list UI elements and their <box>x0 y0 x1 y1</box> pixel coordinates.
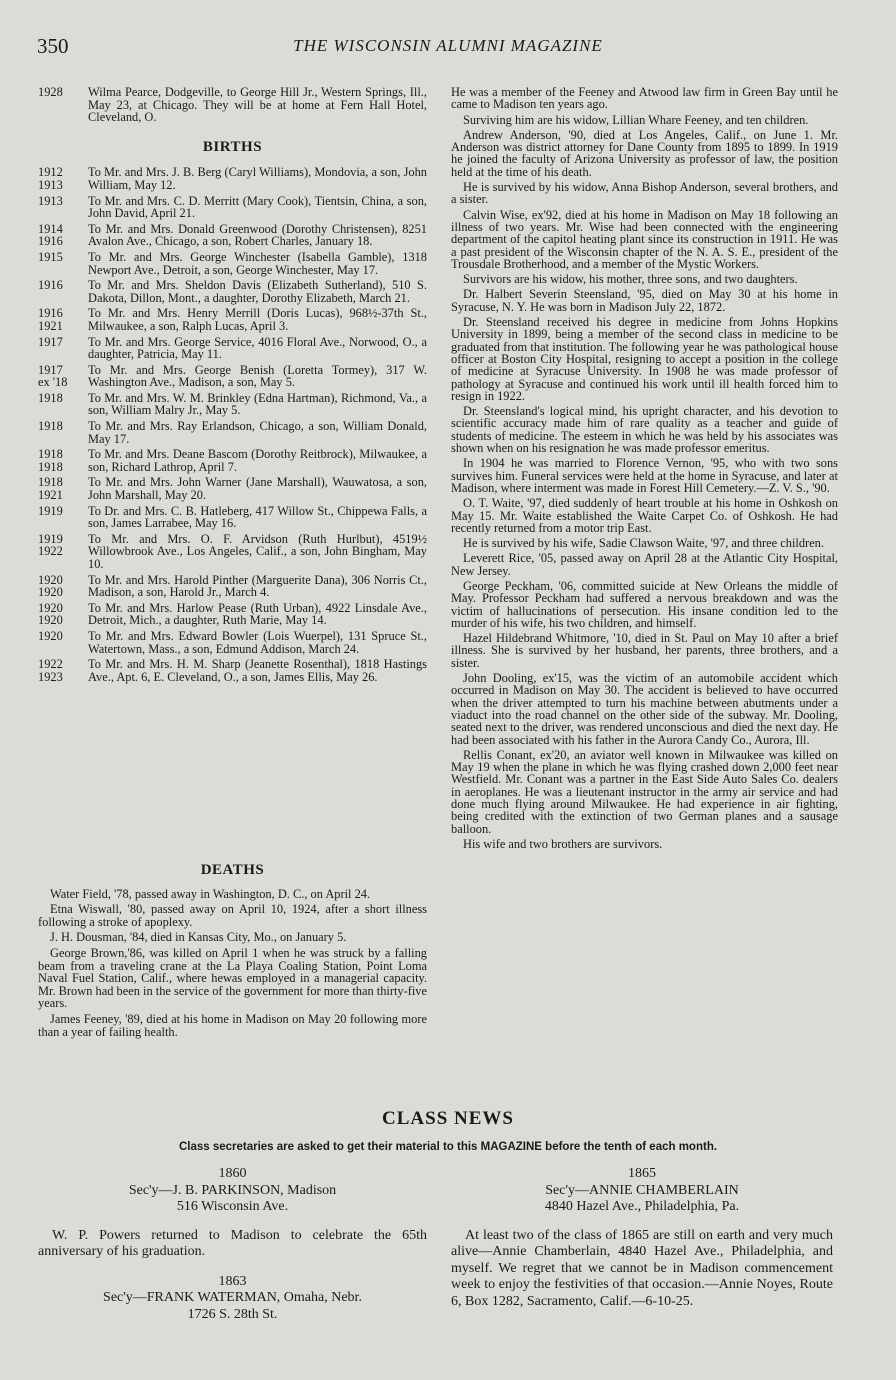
entry-years: 1916 <box>38 278 63 293</box>
entry-years: 1928 <box>38 85 63 99</box>
death-notice: J. H. Dousman, '84, died in Kansas City, Mo., on January 5. <box>50 930 347 945</box>
obituary-paragraph: George Peckham, '06, committed suicide at New Orleans the middle of May. Professor Peckham had suffered a nervous breakdown and was the victim of hallucinations of persecution. His insane condition led to the murder of his wife, his two children, and himself. <box>451 578 838 630</box>
obituary-paragraph: Calvin Wise, ex'92, died at his home in Madison on May 18 following an illness of two years. Mr. Wise had been connected with the engineering department of the capitol heating plant since its construction in 1911. He was a past president of the Wisconsin chapter of the N. A. S. E., president of the Trousdale Brotherhood, and a member of the Mystic Workers. <box>451 207 838 271</box>
entry-text: Wilma Pearce, Dodgeville, to George Hill Jr., Western Springs, Ill., May 23, at Chicago. They will be at home at Fern Hall Hotel, Cleveland, O. <box>88 85 427 125</box>
births-heading: BIRTHS <box>202 138 263 155</box>
entry-years: 1918 1918 <box>38 447 63 474</box>
class-news-right <box>451 1166 833 1310</box>
obituary-paragraph: In 1904 he was married to Florence Vernon, '95, who with two sons survives him. Funeral services were held at the home in Syracuse, and later at Madison, where interment was made in Forest Hill Cemetery.—Z. V. S., '90. <box>451 456 838 495</box>
entry-years: 1918 <box>38 419 63 434</box>
class-1863-secretary: Sec'y—FRANK WATERMAN, Omaha, Nebr. <box>103 1290 362 1305</box>
page-number: 350 <box>37 34 69 58</box>
class-1863-address: 1726 S. 28th St. <box>187 1306 278 1322</box>
obituary-paragraph: Dr. Steensland received his degree in medicine from Johns Hopkins University in 1899, being a member of the second class in medicine to be graduated from that institution. The following year he was pathological house officer at Boston City Hospital, resigning to accept a position in the college of medicine at Syracuse University. In 1908 he was made professor of pathology at Syracuse and continued his work until ill health forced him to resign in 1922. <box>451 315 838 403</box>
marriage-entry <box>38 86 427 124</box>
entry-text: To Dr. and Mrs. C. B. Hatleberg, 417 Willow St., Chippewa Falls, a son, James Larrabee, May 16. <box>88 503 427 531</box>
right-column <box>451 86 838 853</box>
entry-text: To Mr. and Mrs. Sheldon Davis (Elizabeth Sutherland), 510 S. Dakota, Dillon, Mont., a daughter, Dorothy Elizabeth, March 21. <box>88 278 427 305</box>
entry-years: 1918 <box>38 390 63 405</box>
entry-years: 1922 1923 <box>38 657 63 684</box>
class-1863-year: 1863 <box>218 1273 247 1289</box>
obituary-paragraph: He is survived by his wife, Sadie Clawson Waite, '97, and three children. <box>463 536 824 551</box>
entry-years: 1920 1920 <box>38 572 63 600</box>
birth-entry <box>38 533 427 571</box>
birth-entry <box>38 476 427 501</box>
obituary-paragraph: Dr. Steensland's logical mind, his upright character, and his devotion to scientific accuracy made him of rare quality as a teacher and guide of students of medicine. The esteem in which he was held by his associates was shown when on his resignation he was made professor emeritus. <box>451 404 838 456</box>
entry-years: 1918 1921 <box>38 475 63 503</box>
entry-text: To Mr. and Mrs. Henry Merrill (Doris Lucas), 968½-37th St., Milwaukee, a son, Ralph Lucas, April 3. <box>88 306 427 333</box>
class-1860-secretary: Sec'y—J. B. PARKINSON, Madison <box>128 1182 337 1198</box>
death-notice: George Brown,'86, was killed on April 1 when he was struck by a falling beam from a traveling crane at the La Playa Coaling Station, Point Loma Naval Fuel Station, Calif., where hewas employed in a managerial capacity. Mr. Brown had been in the service of the government for more than thirty-five years. <box>38 945 427 1011</box>
class-1860-year: 1860 <box>218 1166 247 1181</box>
obituary-paragraph: He is survived by his widow, Anna Bishop Anderson, several brothers, and a sister. <box>451 180 838 207</box>
obituary-paragraph: Leverett Rice, '05, passed away on April 28 at the Atlantic City Hospital, New Jersey. <box>451 551 838 578</box>
entry-text: To Mr. and Mrs. Deane Bascom (Dorothy Reitbrock), Milwaukee, a son, Richard Lathrop, April 7. <box>88 447 427 474</box>
entry-text: To Mr. and Mrs. Edward Bowler (Lois Wuerpel), 131 Spruce St., Watertown, Mass., a son, Edmund Addison, March 24. <box>88 628 427 656</box>
entry-years: 1916 1921 <box>38 306 63 333</box>
obituary-paragraph: O. T. Waite, '97, died suddenly of heart trouble at his home in Oshkosh on May 15. Mr. Waite established the Waite Carpet Co. of Oshkosh. He had recently returned from a motor trip East. <box>451 496 838 535</box>
entry-years: 1913 <box>38 193 63 208</box>
entry-years: 1915 <box>38 249 63 264</box>
entry-text: To Mr. and Mrs. George Winchester (Isabella Gamble), 1318 Newport Ave., Detroit, a son, George Winchester, May 17. <box>88 249 427 277</box>
birth-entry <box>38 420 427 445</box>
entry-years: 1919 <box>38 503 63 518</box>
entry-text: To Mr. and Mrs. J. B. Berg (Caryl Williams), Mondovia, a son, John William, May 12. <box>88 165 427 192</box>
birth-entry <box>38 166 427 191</box>
class-1865-year: 1865 <box>628 1166 656 1181</box>
birth-entry <box>38 279 427 304</box>
deaths-section <box>38 864 427 1041</box>
entry-text: To Mr. and Mrs. H. M. Sharp (Jeanette Rosenthal), 1818 Hastings Ave., Apt. 6, E. Cleveland, O., a son, James Ellis, May 26. <box>88 657 427 684</box>
entry-years: 1920 <box>38 628 63 643</box>
entry-years: 1914 1916 <box>38 221 63 249</box>
birth-entry <box>38 602 427 627</box>
birth-entry <box>38 574 427 599</box>
birth-entry <box>38 195 427 220</box>
left-column <box>38 86 427 686</box>
entry-text: To Mr. and Mrs. George Service, 4016 Floral Ave., Norwood, O., a daughter, Patricia, May 11. <box>88 334 427 362</box>
obituary-paragraph: Surviving him are his widow, Lillian Whare Feeney, and ten children. <box>463 112 809 127</box>
birth-entry <box>38 392 427 417</box>
birth-entry <box>38 364 427 389</box>
entry-text: To Mr. and Mrs. Donald Greenwood (Dorothy Christensen), 8251 Avalon Ave., Chicago, a son, Robert Charles, January 18. <box>88 221 427 249</box>
birth-entry <box>38 448 427 473</box>
entry-years: 1917 <box>38 334 63 349</box>
birth-entry <box>38 251 427 276</box>
class-news-left <box>38 1166 427 1323</box>
running-title: THE WISCONSIN ALUMNI MAGAZINE <box>293 36 603 55</box>
class-1860-address: 516 Wisconsin Ave. <box>176 1199 289 1214</box>
entry-text: To Mr. and Mrs. O. F. Arvidson (Ruth Hurlbut), 4519½ Willowbrook Ave., Los Angeles, Calif., a son, John Bingham, May 10. <box>88 531 427 571</box>
obituary-paragraph: Hazel Hildebrand Whitmore, '10, died in St. Paul on May 10 after a brief illness. She is survived by her husband, her parents, three brothers, and a sister. <box>451 631 838 670</box>
death-notice: Water Field, '78, passed away in Washington, D. C., on April 24. <box>50 886 371 901</box>
obituary-paragraph: His wife and two brothers are survivors. <box>463 836 663 851</box>
death-notice: James Feeney, '89, died at his home in Madison on May 20 following more than a year of failing health. <box>38 1011 427 1039</box>
birth-entry <box>38 307 427 332</box>
birth-entry <box>38 630 427 655</box>
class-1865-secretary: Sec'y—ANNIE CHAMBERLAIN <box>545 1182 739 1198</box>
entry-text: To Mr. and Mrs. W. M. Brinkley (Edna Hartman), Richmond, Va., a son, William Malry Jr., May 5. <box>88 390 427 418</box>
entry-years: 1917 ex '18 <box>38 362 68 390</box>
obituary-paragraph: Survivors are his widow, his mother, three sons, and two daughters. <box>463 272 798 287</box>
birth-entry <box>38 505 427 530</box>
entry-text: To Mr. and Mrs. John Warner (Jane Marshall), Wauwatosa, a son, John Marshall, May 20. <box>88 475 427 503</box>
entry-text: To Mr. and Mrs. Harlow Pease (Ruth Urban), 4922 Linsdale Ave., Detroit, Mich., a daughter, Ruth Marie, May 14. <box>88 600 427 628</box>
entry-text: To Mr. and Mrs. Harold Pinther (Marguerite Dana), 306 Norris Ct., Madison, a son, Harold Jr., March 4. <box>88 572 427 600</box>
death-notice: Etna Wiswall, '80, passed away on April 10, 1924, after a short illness following a stroke of apoplexy. <box>38 902 427 929</box>
class-news-subtitle: Class secretaries are asked to get their material to this MAGAZINE before the tenth of each month. <box>178 1141 718 1153</box>
births-list <box>38 166 427 683</box>
birth-entry <box>38 658 427 683</box>
class-1860-note: W. P. Powers returned to Madison to celebrate the 65th anniversary of his graduation. <box>38 1227 427 1259</box>
entry-years: 1920 1920 <box>38 600 63 628</box>
obituary-paragraph: Andrew Anderson, '90, died at Los Angeles, Calif., on June 1. Mr. Anderson was district attorney for Dane County from 1895 to 1899. In 1919 he joined the faculty of Arizona University as professor of law, the position held at the time of his death. <box>451 127 838 179</box>
entry-text: To Mr. and Mrs. George Benish (Loretta Tormey), 317 W. Washington Ave., Madison, a son, May 5. <box>88 362 427 390</box>
entry-text: To Mr. and Mrs. Ray Erlandson, Chicago, a son, William Donald, May 17. <box>88 419 427 446</box>
obituary-paragraph: Rellis Conant, ex'20, an aviator well known in Milwaukee was killed on May 19 when the plane in which he was flying crashed down 2,000 feet near Westfield. Mr. Conant was a partner in the East Side Auto Sales Co. dealers in aeroplanes. He was a lieutenant instructor in the army air service and had done much flying around Milwaukee. He had experience in air fighting, being credited with the extinction of two German planes and a sausage balloon. <box>451 747 838 836</box>
class-1865-address: 4840 Hazel Ave., Philadelphia, Pa. <box>544 1199 740 1214</box>
class-news-title: CLASS NEWS <box>382 1108 514 1129</box>
class-1865-note: At least two of the class of 1865 are still on earth and very much alive—Annie Chamberlain, 4840 Hazel Ave., Philadelphia, and myself. We regret that we cannot be in Madison commencement week to enjoy the festivities of that occasion.—Annie Noyes, Route 6, Box 1282, Sacramento, Calif.—6-10-25. <box>451 1227 833 1309</box>
obituary-paragraph: John Dooling, ex'15, was the victim of an automobile accident which occurred in Madison on May 30. The accident is believed to have occurred when the driver attempted to turn his machine between abutments under a viaduct into the road channel on the other side of the subway. Mr. Dooling, seated next to the driver, was rendered unconscious and died the next day. He had been associated with his father in the Aurora Candy Co., Aurora, Ill. <box>451 671 838 747</box>
birth-entry <box>38 336 427 361</box>
entry-text: To Mr. and Mrs. C. D. Merritt (Mary Cook), Tientsin, China, a son, John David, April 21. <box>88 193 427 221</box>
deaths-heading: DEATHS <box>200 862 265 878</box>
obituary-paragraph: He was a member of the Feeney and Atwood law firm in Green Bay until he came to Madison ten years ago. <box>451 85 838 112</box>
entry-years: 1919 1922 <box>38 531 63 559</box>
birth-entry <box>38 223 427 248</box>
obituary-paragraph: Dr. Halbert Severin Steensland, '95, died on May 30 at his home in Syracuse, N. Y. He was born in Madison July 22, 1872. <box>451 287 838 314</box>
entry-years: 1912 1913 <box>38 165 63 192</box>
